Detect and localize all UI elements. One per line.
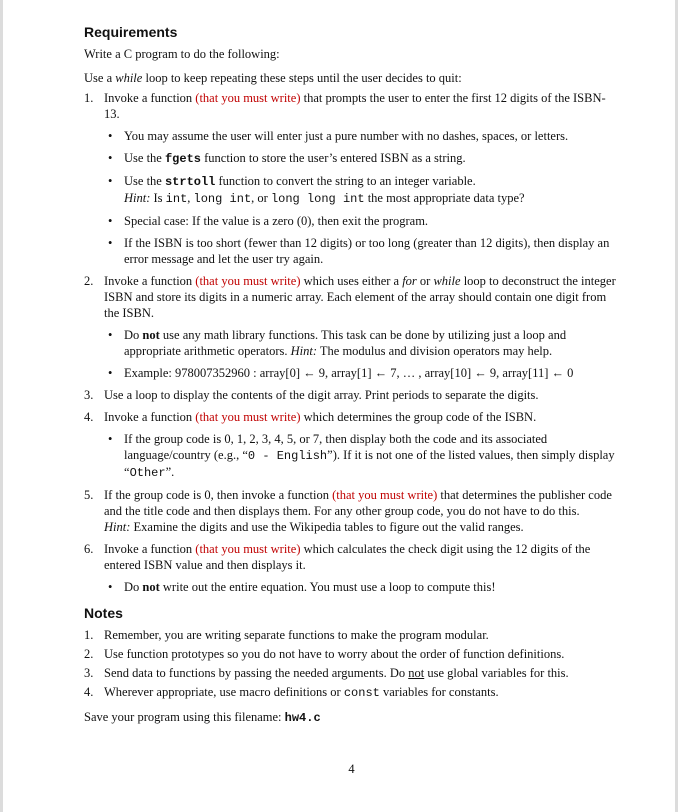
list-item: • If the group code is 0, 1, 2, 3, 4, 5, or 7, then display both the code and its associated language/country (e.g., “0 - English”). If it is not one of the listed values, then simply display “Other”. (104, 431, 619, 481)
step-1: 1. Invoke a function (that you must write) that prompts the user to enter the first 12 digits of the ISBN-13. • You may assume the user will enter just a pure number with no dashes, spaces, or letters. • Use the fgets function to store the user’s entered ISBN as a string. • Use the strtoll function to convert the string to an integer variable. Hint: Is int, long int, or long long int the most appropriate data type? • Special case: If the value is a zero (0), then exit the program. • If the ISBN is too short (fewer than 12 digits) or too long (greater than 12 digits), then display an error message and let the user try again. (84, 90, 619, 267)
notes-heading: Notes (84, 605, 123, 621)
step-5: 5. If the group code is 0, then invoke a function (that you must write) that determines the publisher code and the title code and then displays them. For any other group code, you do not have to do this. Hint: Examine the digits and use the Wikipedia tables to figure out the valid ranges. (84, 488, 612, 534)
requirements-heading: Requirements (84, 24, 178, 40)
step-2: 2. Invoke a function (that you must write) which uses either a for or while loop to deconstruct the integer ISBN and store its digits in a numeric array. Each element of the array should contain one digit from the ISBN. • Do not use any math library functions. This task can be done by utilizing just a loop and appropriate arithmetic operators. Hint: The modulus and division operators may help. • Example: 978007352960 : array[0] ← 9, array[1] ← 7, … , array[10] ← 9, array[11] ← 0 (84, 273, 619, 381)
list-item: • If the ISBN is too short (fewer than 12 digits) or too long (greater than 12 digits), then display an error message and let the user try again. (104, 235, 619, 267)
notes-list (84, 627, 619, 701)
step-6: 6. Invoke a function (that you must write) which calculates the check digit using the 12 digits of the entered ISBN value and then displays it. • Do not write out the entire equation. You must use a loop to compute this! (84, 541, 619, 595)
requirements-list (84, 90, 619, 595)
step-1-bullets (104, 128, 619, 267)
list-item: • Do not use any math library functions. This task can be done by utilizing just a loop and appropriate arithmetic operators. Hint: The modulus and division operators may help. (104, 327, 619, 359)
step-3: 3. Use a loop to display the contents of the digit array. Print periods to separate the digits. (84, 388, 539, 402)
page-number: 4 (348, 762, 355, 776)
save-instruction: Save your program using this filename: hw4.c (84, 710, 321, 725)
step-2-bullets (104, 327, 619, 381)
list-item: • You may assume the user will enter just a pure number with no dashes, spaces, or letters. (104, 128, 619, 144)
list-item: • Use the fgets function to store the user’s entered ISBN as a string. (104, 150, 619, 167)
loop-intro: Use a while loop to keep repeating these steps until the user decides to quit: (84, 71, 462, 85)
list-item: • Special case: If the value is a zero (0), then exit the program. (104, 213, 619, 229)
note-4: 4. Wherever appropriate, use macro definitions or const variables for constants. (84, 685, 499, 700)
step-4: 4. Invoke a function (that you must write) which determines the group code of the ISBN. • If the group code is 0, 1, 2, 3, 4, 5, or 7, then display both the code and its associated language/country (e.g., “0 - English”). If it is not one of the listed values, then simply display “Other”. (84, 409, 619, 481)
note-1: 1. Remember, you are writing separate functions to make the program modular. (84, 628, 489, 642)
list-item: • Example: 978007352960 : array[0] ← 9, array[1] ← 7, … , array[10] ← 9, array[11] ← 0 (104, 365, 619, 381)
list-item: • Do not write out the entire equation. You must use a loop to compute this! (104, 579, 619, 595)
note-3: 3. Send data to functions by passing the needed arguments. Do not use global variables for this. (84, 666, 569, 680)
step-6-bullets (104, 579, 619, 595)
step-4-bullets (104, 431, 619, 481)
requirements-intro: Write a C program to do the following: (84, 47, 280, 61)
document-page (84, 22, 619, 776)
left-margin-bar (0, 0, 3, 812)
list-item: • Use the strtoll function to convert the string to an integer variable. Hint: Is int, long int, or long long int the most appropriate data type? (104, 173, 619, 207)
note-2: 2. Use function prototypes so you do not have to worry about the order of function definitions. (84, 647, 565, 661)
